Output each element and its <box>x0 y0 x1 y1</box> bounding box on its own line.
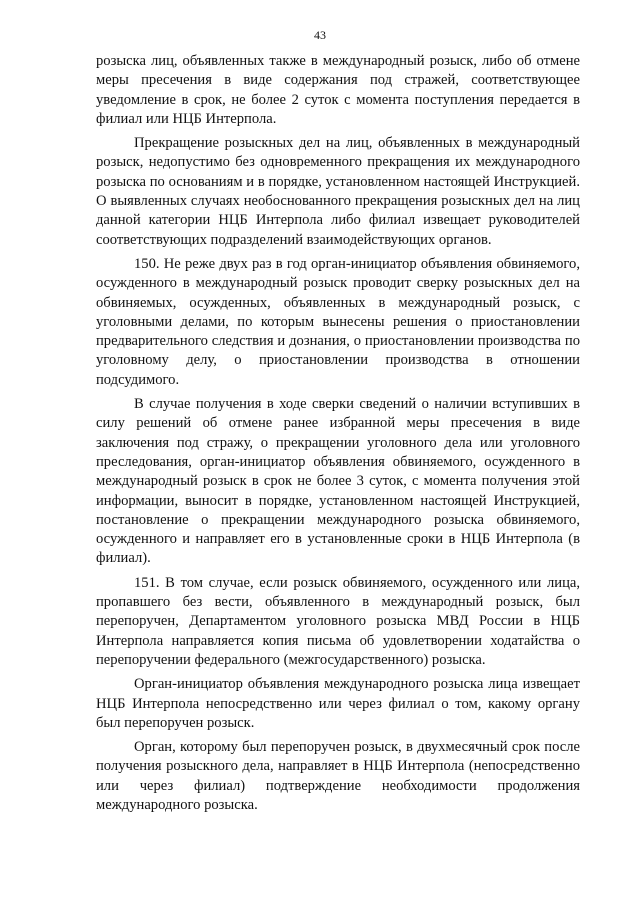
document-body <box>96 52 580 815</box>
page-number: 43 <box>314 28 326 42</box>
paragraph-reconciliation-results: В случае получения в ходе сверки сведений о наличии вступивших в силу решений об отмене ранее избранной меры пресечения в виде заключения под стражу, о прекращении уголовного дела или уголовного преследования, орган-инициатор объявления обвиняемого, осужденного в международный розыск в срок не более 3 суток, с момента получения этой информации, выносит в порядке, установленном настоящей Инструкцией, постановление о прекращении международного розыска обвиняемого, осужденного и направляет его в установленные сроки в НЦБ Интерпола (в филиал). <box>96 396 580 567</box>
paragraph-item-150: 150. Не реже двух раз в год орган-инициатор объявления обвиняемого, осужденного в международный розыск проводит сверку розыскных дел на обвиняемых, осужденных, объявленных в международный розыск, с уголовными делами, по которым вынесены решения о приостановлении предварительного следствия и дознания, о приостановлении производства по уголовному делу, о приостановлении производства в отношении подсудимого. <box>96 255 580 388</box>
paragraph-item-151: 151. В том случае, если розыск обвиняемого, осужденного или лица, пропавшего без вести, объявленного в международный розыск, был перепоручен, Департаментом уголовного розыска МВД России в НЦБ Интерпола направляется копия письма об удовлетворении ходатайства о перепоручении федерального (межгосударственного) розыска. <box>96 574 580 668</box>
paragraph-initiator-notice: Орган-инициатор объявления международного розыска лица извещает НЦБ Интерпола непосредственно или через филиал о том, какому органу был перепоручен розыск. <box>96 676 580 731</box>
paragraph-continuation: розыска лиц, объявленных также в международный розыск, либо об отмене меры пресечения в виде содержания под стражей, соответствующее уведомление в срок, не более 2 суток с момента поступления передается в филиал или НЦБ Интерпола. <box>96 53 580 127</box>
paragraph-assigned-body: Орган, которому был перепоручен розыск, в двухмесячный срок после получения розыскного дела, направляет в НЦБ Интерпола (непосредственно или через филиал) подтверждение необходимости продолжения международного розыска. <box>96 739 580 813</box>
paragraph-termination-of-search: Прекращение розыскных дел на лиц, объявленных в международный розыск, недопустимо без одновременного прекращения их международного розыска по основаниям и в порядке, установленном настоящей Инструкцией. О выявленных случаях необоснованного прекращения розыскных дел на лиц данной категории НЦБ Интерпола либо филиал извещает руководителей соответствующих подразделений взаимодействующих органов. <box>96 135 580 248</box>
